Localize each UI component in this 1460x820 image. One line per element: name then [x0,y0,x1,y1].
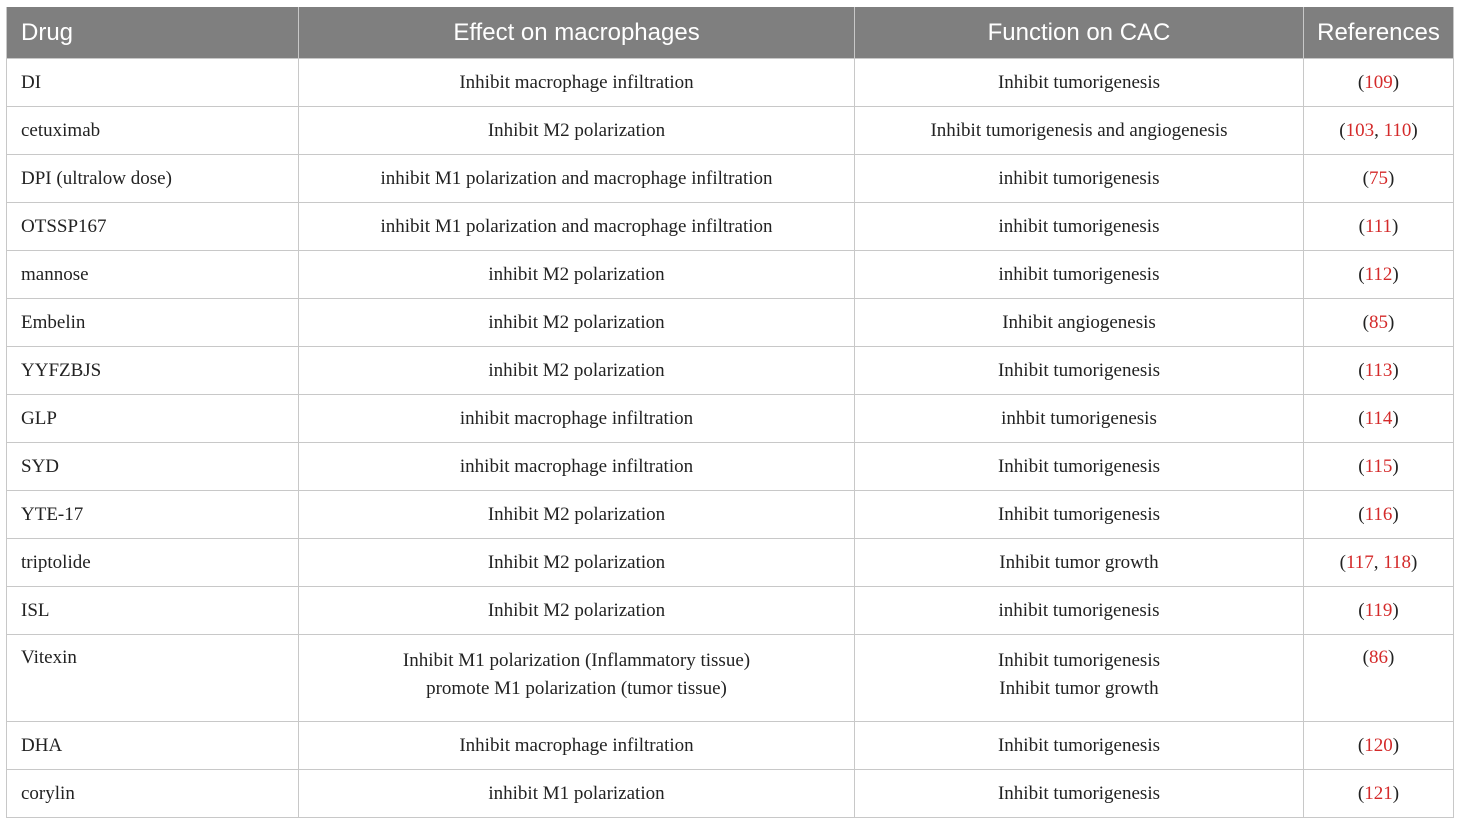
drug-table [6,7,1454,818]
cell-function [855,770,1304,818]
cell-drug: ISL [7,587,299,635]
cell-function-line: Inhibit tumorigenesis and angiogenesis [930,119,1228,141]
cell-references [1304,251,1454,299]
table-row [7,770,1454,818]
cell-effect-line: inhibit macrophage infiltration [459,455,694,477]
table-row [7,203,1454,251]
reference-link[interactable]: 109 [1364,71,1393,93]
cell-function-line: Inhibit tumor growth [999,551,1159,573]
cell-effect [299,203,855,251]
paren-close: ) [1411,551,1418,573]
cell-references [1304,587,1454,635]
header-drug: Drug [7,7,299,59]
cell-function-line: Inhibit tumorigenesis [997,734,1160,756]
table-row [7,107,1454,155]
paren-close: ) [1392,71,1400,93]
reference-link[interactable]: 118 [1383,551,1412,573]
cell-effect-line: Inhibit M2 polarization [487,551,666,573]
paren-open: ( [1357,782,1365,804]
cell-references [1304,443,1454,491]
paren-open: ( [1358,359,1365,381]
table-row [7,395,1454,443]
paren-open: ( [1362,647,1369,668]
paren-close: ) [1392,599,1399,621]
cell-function [855,251,1304,299]
cell-references [1304,491,1454,539]
table-row [7,443,1454,491]
reference-link[interactable]: 112 [1364,263,1393,285]
paren-open: ( [1358,215,1365,237]
cell-effect [299,722,855,770]
cell-references [1304,107,1454,155]
paren-open: ( [1339,119,1346,141]
cell-function [855,203,1304,251]
reference-link[interactable]: 86 [1369,647,1388,668]
cell-drug: SYD [7,443,299,491]
cell-function [855,443,1304,491]
cell-function [855,59,1304,107]
reference-link[interactable]: 75 [1369,167,1388,189]
cell-effect [299,443,855,491]
paren-close: ) [1388,167,1395,189]
cell-effect [299,587,855,635]
cell-effect-line: Inhibit M2 polarization [487,119,666,141]
paren-open: ( [1357,734,1365,756]
cell-effect [299,491,855,539]
cell-drug: DI [7,59,299,107]
cell-effect [299,107,855,155]
cell-function-line: inhibit tumorigenesis [998,263,1160,285]
cell-drug: Vitexin [7,635,299,722]
cell-function-line: Inhibit tumorigenesis [997,650,1160,671]
cell-references [1304,155,1454,203]
cell-function [855,491,1304,539]
cell-function [855,155,1304,203]
paren-close: ) [1392,455,1399,477]
cell-references [1304,539,1454,587]
table-row [7,491,1454,539]
paren-open: ( [1358,599,1365,621]
ref-separator: , [1373,551,1384,573]
cell-function-line: Inhibit tumorigenesis [997,71,1160,93]
reference-link[interactable]: 117 [1345,551,1374,573]
table-row [7,155,1454,203]
cell-function-line: inhibit tumorigenesis [998,215,1160,237]
cell-references [1304,635,1454,722]
cell-function-line: Inhibit tumor growth [999,678,1159,699]
cell-references [1304,203,1454,251]
cell-effect-line: inhibit M2 polarization [488,359,665,381]
cell-effect [299,251,855,299]
paren-close: ) [1392,503,1399,525]
reference-link[interactable]: 119 [1364,599,1393,621]
header-references: References [1304,7,1454,59]
cell-effect-line: Inhibit M2 polarization [487,599,666,621]
reference-link[interactable]: 115 [1364,455,1393,477]
table-row [7,299,1454,347]
paren-open: ( [1358,407,1365,429]
cell-function [855,587,1304,635]
table-row [7,587,1454,635]
cell-function-line: Inhibit tumorigenesis [997,455,1160,477]
header-function: Function on CAC [855,7,1304,59]
table-header [7,7,1454,59]
cell-drug: YYFZBJS [7,347,299,395]
cell-drug: mannose [7,251,299,299]
cell-effect [299,155,855,203]
header-effect: Effect on macrophages [299,7,855,59]
cell-effect-line: inhibit macrophage infiltration [459,407,694,429]
cell-function-line: Inhibit tumorigenesis [997,782,1160,804]
cell-drug: DHA [7,722,299,770]
paren-open: ( [1357,71,1365,93]
paren-open: ( [1358,503,1365,525]
cell-drug: OTSSP167 [7,203,299,251]
table-row [7,539,1454,587]
paren-open: ( [1362,167,1369,189]
cell-function [855,347,1304,395]
cell-effect [299,395,855,443]
reference-link[interactable]: 114 [1364,407,1393,429]
cell-effect [299,539,855,587]
cell-function [855,635,1304,722]
paren-close: ) [1411,119,1418,141]
cell-drug: triptolide [7,539,299,587]
paren-close: ) [1392,734,1400,756]
table-row [7,347,1454,395]
cell-references [1304,299,1454,347]
cell-function-line: inhbit tumorigenesis [1001,407,1157,429]
paren-close: ) [1392,782,1400,804]
cell-function-line: Inhibit angiogenesis [1002,311,1156,333]
paren-open: ( [1358,455,1365,477]
cell-function [855,299,1304,347]
cell-effect-line: inhibit M1 polarization and macrophage infiltration [380,167,773,189]
table-row [7,722,1454,770]
cell-references [1304,770,1454,818]
cell-effect-line: promote M1 polarization (tumor tissue) [426,678,727,699]
cell-references [1304,59,1454,107]
header-row [7,7,1454,59]
cell-function [855,107,1304,155]
cell-function-line: Inhibit tumorigenesis [997,503,1160,525]
cell-effect-line: Inhibit M2 polarization [487,503,666,525]
cell-effect-line: inhibit M1 polarization and macrophage infiltration [380,215,773,237]
reference-link[interactable]: 116 [1364,503,1393,525]
cell-drug: Embelin [7,299,299,347]
table-row [7,251,1454,299]
cell-effect-line: Inhibit macrophage infiltration [459,734,694,756]
drug-table-container [6,7,1453,818]
cell-effect [299,59,855,107]
table-row [7,635,1454,722]
cell-function [855,722,1304,770]
cell-function [855,395,1304,443]
cell-references [1304,395,1454,443]
table-row [7,59,1454,107]
cell-effect-line: inhibit M2 polarization [488,263,665,285]
paren-close: ) [1388,311,1395,333]
reference-link[interactable]: 120 [1364,734,1393,756]
reference-link[interactable]: 103 [1345,119,1375,141]
cell-function-line: Inhibit tumorigenesis [997,359,1160,381]
cell-effect [299,635,855,722]
cell-references [1304,347,1454,395]
paren-open: ( [1339,551,1346,573]
cell-effect [299,347,855,395]
reference-link[interactable]: 110 [1383,119,1412,141]
cell-effect-line: inhibit M2 polarization [488,311,665,333]
cell-function-line: inhibit tumorigenesis [998,167,1160,189]
cell-drug: YTE-17 [7,491,299,539]
cell-drug: GLP [7,395,299,443]
paren-close: ) [1392,407,1399,429]
reference-link[interactable]: 111 [1364,215,1393,237]
cell-effect-line: Inhibit M1 polarization (Inflammatory tissue) [402,650,751,671]
paren-close: ) [1392,359,1399,381]
cell-effect-line: inhibit M1 polarization [488,782,665,804]
cell-references [1304,722,1454,770]
cell-drug: DPI (ultralow dose) [7,155,299,203]
cell-effect-line: Inhibit macrophage infiltration [459,71,694,93]
paren-close: ) [1392,263,1399,285]
paren-close: ) [1388,647,1395,668]
paren-close: ) [1392,215,1399,237]
reference-link[interactable]: 121 [1364,782,1393,804]
cell-drug: corylin [7,770,299,818]
reference-link[interactable]: 113 [1364,359,1393,381]
cell-effect [299,299,855,347]
paren-open: ( [1362,311,1369,333]
cell-function [855,539,1304,587]
reference-link[interactable]: 85 [1369,311,1388,333]
cell-effect [299,770,855,818]
paren-open: ( [1358,263,1365,285]
cell-drug: cetuximab [7,107,299,155]
cell-function-line: inhibit tumorigenesis [998,599,1160,621]
ref-separator: , [1374,119,1384,141]
table-body [7,59,1454,818]
